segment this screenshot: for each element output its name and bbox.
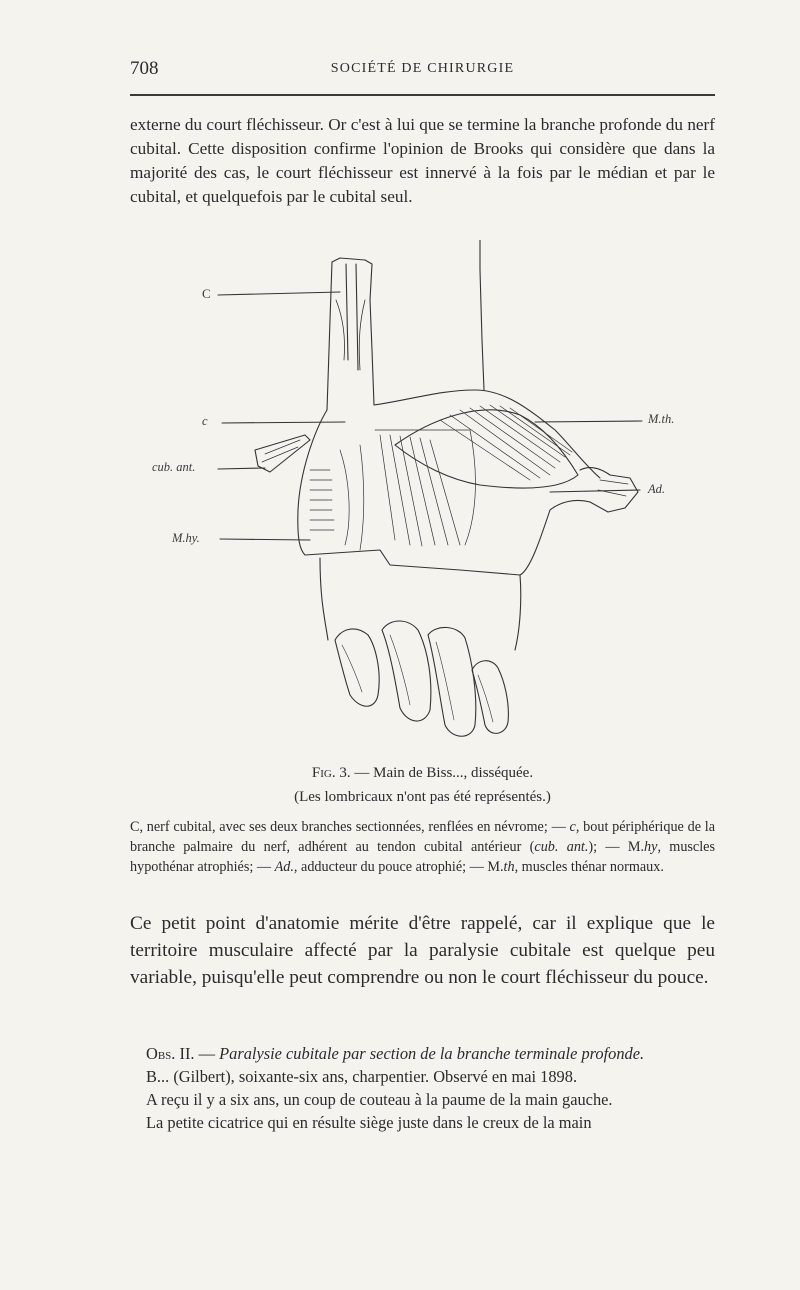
legend-segment: Ad. xyxy=(274,859,294,875)
legend-segment: cub. ant. xyxy=(534,839,589,855)
page-header xyxy=(130,58,715,82)
page-number: 708 xyxy=(130,58,159,79)
label-cub-ant: cub. ant. xyxy=(152,460,196,474)
observation-heading xyxy=(130,1042,715,1065)
figure-caption-title xyxy=(130,765,715,782)
legend-segment: , adducteur du pouce atrophié; — M. xyxy=(293,859,504,875)
legend-segment: hy xyxy=(644,839,658,855)
legend-segment: th xyxy=(503,859,515,875)
legend-segment: , muscles thénar normaux. xyxy=(514,859,664,875)
observation-dash: — xyxy=(194,1044,220,1063)
legend-segment: C, nerf cubital, avec ses deux branches sectionnées, renflées en névrome; — xyxy=(130,819,570,835)
paragraph-2: Ce petit point d'anatomie mérite d'être rappelé, car il explique que le territoire musculaire affecté par la paralysie cubitale est quelque peu variable, puisqu'elle peut comprendre ou non le court fléchisseur du pouce. xyxy=(130,913,715,988)
label-M-hy: M.hy. xyxy=(172,531,200,545)
label-Ad: Ad. xyxy=(648,482,666,496)
figure-number: Fig. 3. xyxy=(311,765,351,781)
anatomical-figure xyxy=(152,240,720,755)
running-head: SOCIÉTÉ DE CHIRURGIE xyxy=(330,61,515,76)
figure-caption-subtitle: (Les lombricaux n'ont pas été représentés.) xyxy=(294,789,551,805)
figure-title: — Main de Biss..., disséquée. xyxy=(350,765,534,781)
label-C: C xyxy=(202,286,211,301)
legend-segment: , muscles hypothénar atrophiés; — xyxy=(130,839,715,875)
figure-legend xyxy=(130,817,715,877)
observation-line-1: B... (Gilbert), soixante-six ans, charpentier. Observé en mai 1898. xyxy=(146,1067,578,1086)
observation-line-3: La petite cicatrice qui en résulte siège juste dans le creux de la main xyxy=(146,1113,592,1132)
legend-segment: c xyxy=(569,819,576,835)
observation-section xyxy=(130,1042,715,1134)
observation-line-2: A reçu il y a six ans, un coup de couteau à la paume de la main gauche. xyxy=(146,1090,613,1109)
paragraph-1: externe du court fléchisseur. Or c'est à lui que se termine la branche profonde du nerf cubital. Cette disposition confirme l'opinion de Brooks qui considère que dans la majorité des cas, le court fléchisseur est innervé à la fois par le médian et par le cubital, et quelquefois par le cubital seul. xyxy=(130,115,715,206)
observation-label: Obs. II. xyxy=(146,1044,195,1063)
legend-segment: , bout périphérique de la branche palmaire du nerf, adhérent au tendon cubital antérieur ( xyxy=(130,819,716,855)
observation-title: Paralysie cubitale par section de la branche terminale profonde. xyxy=(219,1044,645,1063)
label-c: c xyxy=(202,414,208,428)
legend-segment: ); — M. xyxy=(588,839,645,855)
header-rule xyxy=(130,94,715,96)
label-M-th: M.th. xyxy=(648,412,675,426)
hand-dissection-illustration xyxy=(160,240,720,755)
